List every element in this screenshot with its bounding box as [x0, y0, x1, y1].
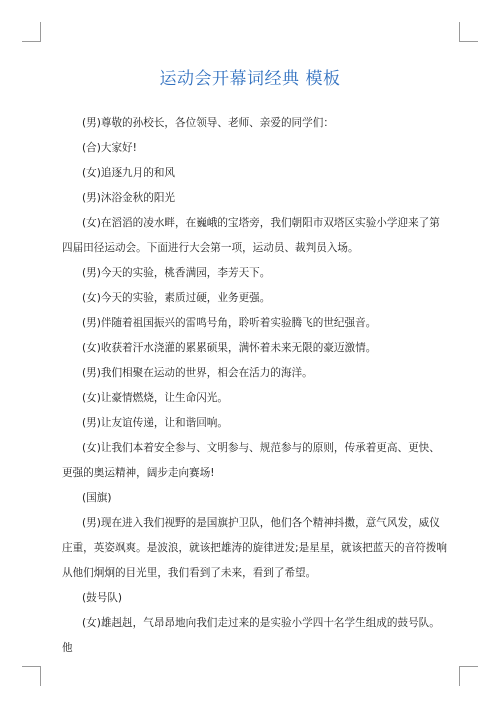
- paragraph: (女)让豪情燃烧，让生命闪光。: [82, 392, 228, 404]
- paragraph: (男)沐浴金秋的阳光: [82, 192, 176, 204]
- paragraph: (女)追逐九月的和风: [82, 167, 176, 179]
- paragraph: (男)尊敬的孙校长，各位领导、老师、亲爱的同学们：: [82, 117, 334, 129]
- paragraph: (男)现在进入我们视野的是国旗护卫队，他们各个精神抖擞，意气风发，威仪庄重，英姿飒爽。是波浪，就该把雄涛的旋律迸发;是星星，就该把蓝天的音符拨响从他们炯炯的目光里，我们看到了未来，看到了希望。: [62, 517, 447, 579]
- crop-mark-top-left-vertical: [40, 22, 41, 42]
- crop-mark-top-left-horizontal: [22, 41, 41, 42]
- document-title: 运动会开幕词经典 模板: [159, 69, 341, 89]
- document-body: [62, 111, 448, 661]
- crop-mark-bottom-left-horizontal: [22, 666, 41, 667]
- paragraph: (国旗): [82, 492, 112, 504]
- paragraph: (男)让友谊传递，让和谐回响。: [82, 417, 228, 429]
- paragraph: (男)今天的实验，桃香满园，李芳天下。: [82, 267, 271, 279]
- paragraph: (女)今天的实验，素质过硬，业务更强。: [82, 292, 271, 304]
- crop-mark-bottom-right-horizontal: [459, 666, 478, 667]
- paragraph: (鼓号队): [82, 592, 123, 604]
- paragraph: (女)雄赳赳，气昂昂地向我们走过来的是实验小学四十名学生组成的鼓号队。他: [62, 617, 440, 654]
- crop-mark-top-right-horizontal: [459, 41, 478, 42]
- paragraph: (男)伴随着祖国振兴的雷鸣号角，聆听着实验腾飞的世纪强音。: [82, 317, 377, 329]
- paragraph: (女)收获着汗水浇灌的累累硕果，满怀着未来无限的豪迈激情。: [82, 342, 377, 354]
- crop-mark-bottom-left-vertical: [40, 666, 41, 686]
- paragraph: (合)大家好!: [82, 142, 137, 154]
- paragraph: (男)我们相聚在运动的世界，相会在活力的海洋。: [82, 367, 313, 379]
- paragraph: (女)让我们本着安全参与、文明参与、规范参与的原则，传承着更高、更快、更强的奥运精神，阔步走向赛场!: [62, 442, 440, 479]
- paragraph: (女)在滔滔的凌水畔，在巍峨的宝塔旁，我们朝阳市双塔区实验小学迎来了第四届田径运动会。下面进行大会第一项，运动员、裁判员入场。: [62, 217, 440, 254]
- crop-mark-top-right-vertical: [459, 22, 460, 42]
- crop-mark-bottom-right-vertical: [459, 666, 460, 686]
